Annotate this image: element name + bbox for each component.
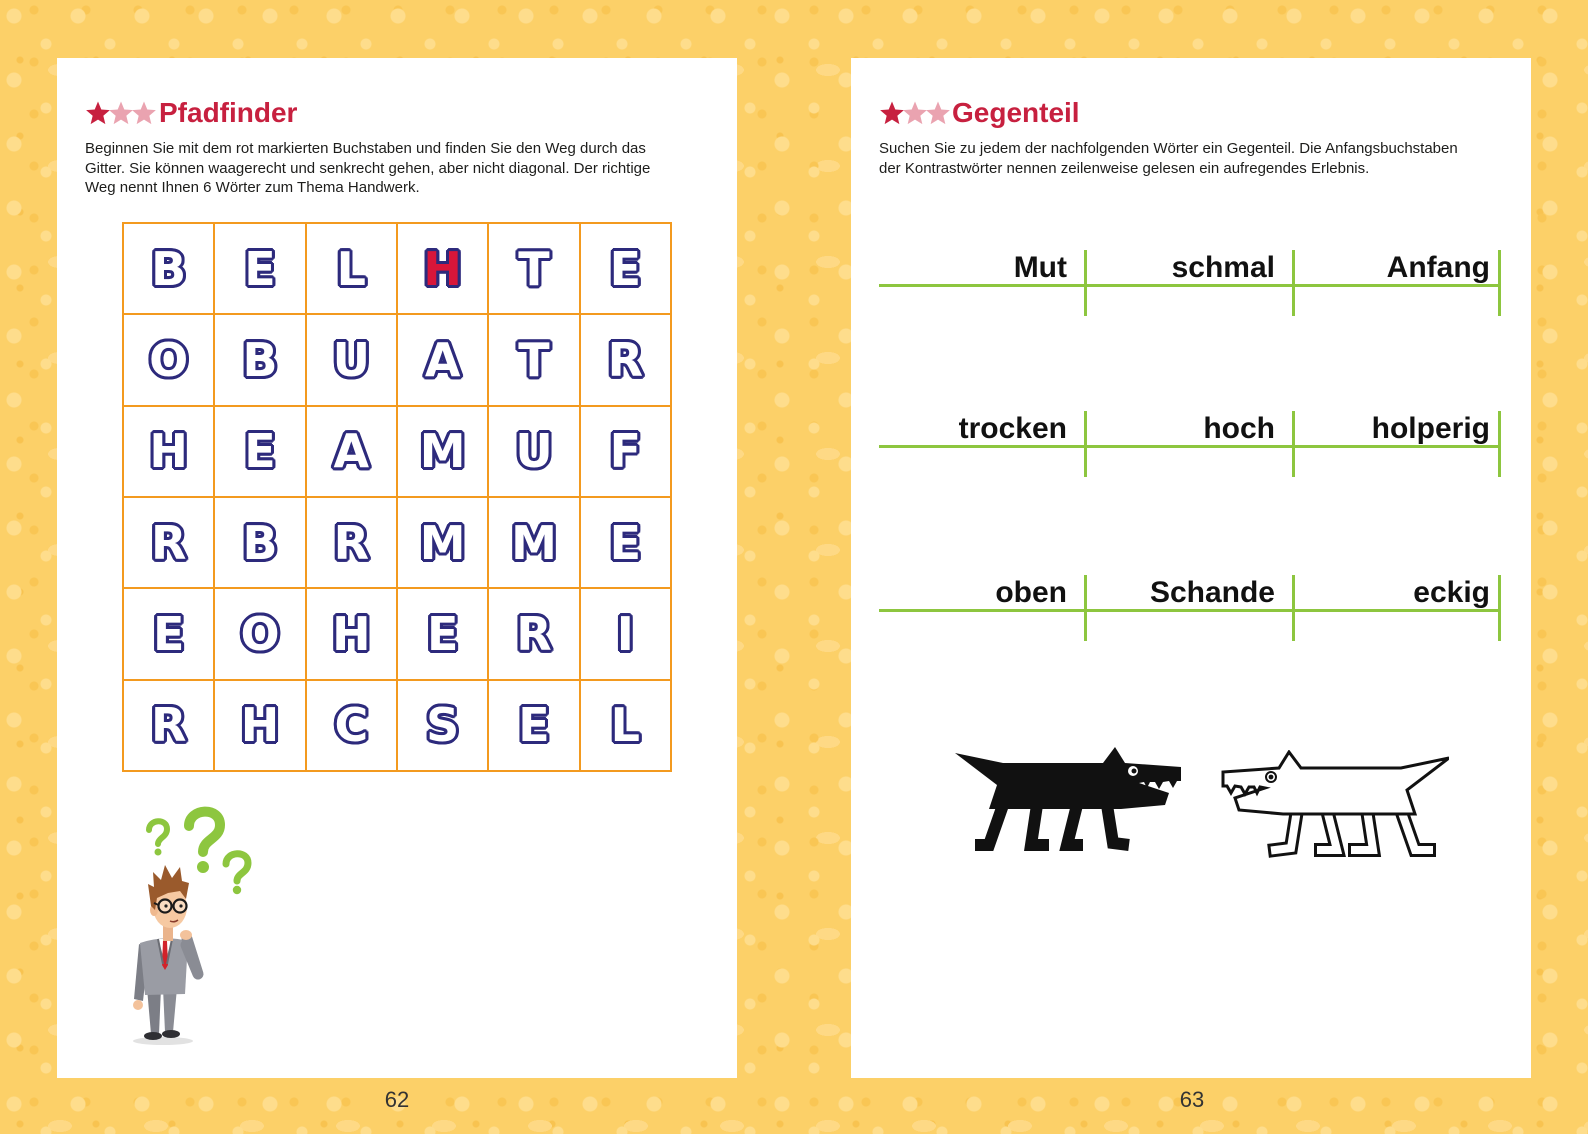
- grid-letter: E: [152, 606, 185, 661]
- grid-cell: [488, 497, 579, 588]
- grid-letter: O: [240, 606, 280, 661]
- grid-cell: [214, 406, 305, 497]
- grid-letter: T: [518, 241, 550, 296]
- answer-cell: [1087, 250, 1295, 316]
- answer-line: [879, 445, 1087, 448]
- grid-cell: [580, 406, 671, 497]
- grid-letter: B: [242, 332, 278, 387]
- grid-letter: I: [616, 606, 634, 661]
- answer-cell: [1295, 411, 1501, 477]
- clue-word: trocken: [958, 412, 1067, 445]
- instruction-line: Weg nennt Ihnen 6 Wörter zum Thema Handwerk.: [85, 179, 420, 196]
- right-page: [851, 58, 1531, 1078]
- dog-legs: [975, 805, 1129, 845]
- grid-letter: U: [332, 332, 370, 387]
- grid-letter: E: [426, 606, 459, 661]
- grid-letter: T: [518, 332, 550, 387]
- grid-cell: [488, 223, 579, 314]
- page-title: Gegenteil: [952, 97, 1080, 128]
- answer-cell: [879, 250, 1087, 316]
- page-title: Pfadfinder: [159, 97, 298, 128]
- grid-cell: [306, 680, 397, 771]
- clue-word: hoch: [1203, 412, 1275, 445]
- word-row: [879, 575, 1501, 641]
- grid-cell: [214, 588, 305, 679]
- grid-cell: [306, 497, 397, 588]
- grid-cell: [397, 497, 488, 588]
- grid-cell: [123, 588, 214, 679]
- grid-letter: F: [609, 424, 642, 479]
- dog-body: [1223, 752, 1449, 814]
- grid-cell: [123, 680, 214, 771]
- clue-word: holperig: [1371, 412, 1490, 445]
- grid-cell: [488, 680, 579, 771]
- answer-line: [1295, 609, 1501, 612]
- clue-word: Schande: [1149, 576, 1275, 609]
- grid-letter: H: [332, 606, 371, 661]
- grid-letter: M: [419, 424, 466, 479]
- answer-cell: [1295, 250, 1501, 316]
- grid-cell: [580, 497, 671, 588]
- clue-word: Mut: [1013, 251, 1067, 284]
- grid-cell: [580, 680, 671, 771]
- question-mark-icon: [226, 854, 248, 894]
- grid-letter: R: [150, 515, 187, 570]
- grid-cell: [214, 223, 305, 314]
- grid-letter: H: [149, 424, 188, 479]
- grid-cell: [306, 223, 397, 314]
- grid-cell: [306, 406, 397, 497]
- grid-letter: A: [424, 332, 461, 387]
- answer-line: [1087, 284, 1295, 287]
- grid-cell: [214, 680, 305, 771]
- answer-line: [1295, 284, 1501, 287]
- grid-cell: [123, 223, 214, 314]
- instruction-line: Beginnen Sie mit dem rot markierten Buchstaben und finden Sie den Weg durch das: [85, 140, 646, 157]
- instructions: [879, 139, 1458, 178]
- dog-legs: [1275, 810, 1429, 850]
- grid-letter: E: [609, 515, 642, 570]
- grid-letter: E: [244, 424, 276, 479]
- grid-letter: M: [419, 515, 466, 570]
- grid-cell: [397, 223, 488, 314]
- grid-letter: H: [240, 698, 280, 753]
- grid-cell: [397, 406, 488, 497]
- instruction-line: Suchen Sie zu jedem der nachfolgenden Wörter ein Gegenteil. Die Anfangsbuchstaben: [879, 140, 1458, 157]
- difficulty-rating: [85, 100, 154, 126]
- grid-cell: [214, 497, 305, 588]
- answer-line: [1087, 609, 1295, 612]
- grid-letter: B: [151, 241, 187, 296]
- black-dog-illustration: [955, 747, 1185, 857]
- grid-cell: [123, 406, 214, 497]
- dog-body: [955, 747, 1181, 809]
- grid-cell: [123, 497, 214, 588]
- answer-line: [1295, 445, 1501, 448]
- grid-cell: [306, 588, 397, 679]
- grid-cell: [488, 588, 579, 679]
- man-figure: [133, 865, 198, 1045]
- grid-letter: B: [242, 515, 278, 570]
- grid-letter: R: [516, 606, 552, 661]
- page-number: 63: [1179, 1087, 1205, 1112]
- instruction-line: der Kontrastwörter nennen zeilenweise gelesen ein aufregendes Erlebnis.: [879, 159, 1370, 177]
- star-icon: [925, 100, 951, 126]
- grid-letter: E: [244, 241, 276, 296]
- grid-letter: R: [333, 515, 370, 570]
- answer-line: [879, 284, 1087, 287]
- answer-line: [879, 609, 1087, 612]
- grid-cell: [580, 223, 671, 314]
- answer-cell: [1087, 411, 1295, 477]
- grid-cell: [397, 680, 488, 771]
- answer-cell: [1295, 575, 1501, 641]
- thinking-man-illustration: [130, 802, 255, 1047]
- grid-cell: [580, 588, 671, 679]
- grid-cell: [488, 406, 579, 497]
- grid-cell: [397, 314, 488, 405]
- start-letter: H: [423, 241, 462, 296]
- grid-letter: L: [610, 698, 640, 753]
- answer-line: [1087, 445, 1295, 448]
- page-number: 62: [384, 1087, 410, 1112]
- letter-grid: [122, 222, 672, 772]
- grid-cell: [214, 314, 305, 405]
- clue-word: eckig: [1413, 576, 1490, 609]
- grid-cell: [488, 314, 579, 405]
- word-row: [879, 411, 1501, 477]
- grid-cell: [580, 314, 671, 405]
- question-mark-icon: [189, 812, 220, 873]
- question-mark-icon: [149, 821, 167, 855]
- grid-letter: O: [149, 332, 189, 387]
- instructions: [85, 139, 650, 198]
- white-dog-illustration: [1219, 750, 1449, 862]
- grid-letter: E: [518, 698, 550, 753]
- word-row: [879, 250, 1501, 316]
- star-icon: [131, 100, 157, 126]
- grid-letter: A: [333, 424, 370, 479]
- grid-cell: [306, 314, 397, 405]
- grid-letter: L: [336, 241, 366, 296]
- column-divider: [1498, 575, 1501, 641]
- clue-word: Anfang: [1386, 251, 1490, 284]
- answer-cell: [1087, 575, 1295, 641]
- difficulty-rating: [879, 100, 948, 126]
- grid-cell: [123, 314, 214, 405]
- grid-letter: R: [607, 332, 644, 387]
- column-divider: [1498, 411, 1501, 477]
- grid-letter: S: [426, 698, 460, 753]
- grid-letter: M: [511, 515, 557, 570]
- grid-letter: C: [334, 698, 369, 753]
- grid-cell: [397, 588, 488, 679]
- clue-word: schmal: [1171, 251, 1275, 284]
- column-divider: [1498, 250, 1501, 316]
- answer-cell: [879, 575, 1087, 641]
- grid-letter: R: [150, 698, 187, 753]
- left-page: [57, 58, 737, 1078]
- instruction-line: Gitter. Sie können waagerecht und senkrecht gehen, aber nicht diagonal. Der richtige: [85, 159, 651, 177]
- clue-word: oben: [995, 576, 1067, 609]
- grid-letter: U: [515, 424, 553, 479]
- answer-cell: [879, 411, 1087, 477]
- grid-letter: E: [609, 241, 642, 296]
